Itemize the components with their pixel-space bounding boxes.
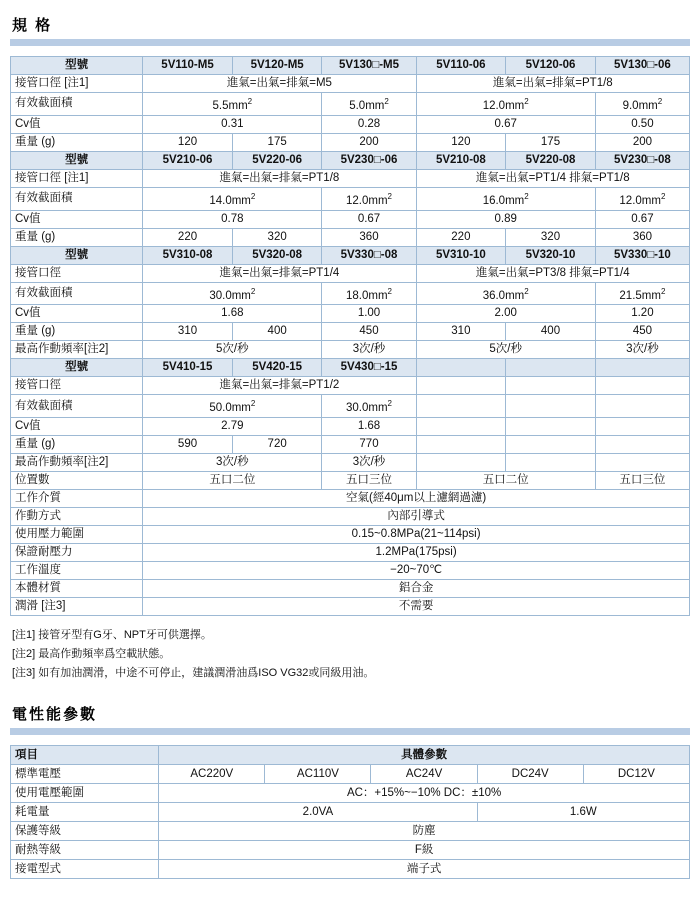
data-cell: 310 bbox=[143, 323, 233, 341]
table-row bbox=[11, 133, 690, 151]
row-label: Cv值 bbox=[11, 210, 143, 228]
table-row bbox=[11, 822, 690, 841]
data-cell: 不需要 bbox=[143, 598, 690, 616]
data-cell: 五口二位 bbox=[143, 472, 322, 490]
table-row bbox=[11, 418, 690, 436]
row-label: 接管口徑 bbox=[11, 377, 143, 395]
table-row bbox=[11, 282, 690, 305]
table-row bbox=[11, 169, 690, 187]
model-header-cell: 5V320-10 bbox=[506, 246, 596, 264]
row-label: 位置數 bbox=[11, 472, 143, 490]
row-label: 有效截面積 bbox=[11, 187, 143, 210]
table-row bbox=[11, 323, 690, 341]
data-cell: 0.89 bbox=[416, 210, 595, 228]
model-header-cell: 5V120-M5 bbox=[232, 57, 322, 75]
table-row bbox=[11, 305, 690, 323]
section-rule bbox=[10, 39, 690, 46]
data-cell: $12.0mm^2$ bbox=[322, 187, 416, 210]
data-cell: $36.0mm^2$ bbox=[416, 282, 595, 305]
row-label: 項目 bbox=[11, 746, 159, 765]
model-header-cell: 5V220-06 bbox=[232, 151, 322, 169]
data-cell: DC24V bbox=[477, 765, 583, 784]
empty-cell bbox=[416, 454, 506, 472]
row-label: 耐熱等級 bbox=[11, 841, 159, 860]
data-cell: 進氣=出氣=排氣=PT1/8 bbox=[143, 169, 416, 187]
data-cell: AC110V bbox=[265, 765, 371, 784]
data-cell: 400 bbox=[232, 323, 322, 341]
table-row bbox=[11, 246, 690, 264]
column-header: 具體參數 bbox=[159, 746, 690, 765]
data-cell: 5次/秒 bbox=[416, 341, 595, 359]
data-cell: 1.6W bbox=[477, 803, 689, 822]
row-label: 有效截面積 bbox=[11, 93, 143, 116]
data-cell: 0.28 bbox=[322, 115, 416, 133]
model-header-cell: 5V110-M5 bbox=[143, 57, 233, 75]
row-label: Cv值 bbox=[11, 305, 143, 323]
data-cell: 320 bbox=[232, 228, 322, 246]
empty-cell bbox=[595, 377, 689, 395]
section-rule bbox=[10, 728, 690, 735]
data-cell: 450 bbox=[595, 323, 689, 341]
data-cell: 1.68 bbox=[322, 418, 416, 436]
row-label: 有效截面積 bbox=[11, 282, 143, 305]
data-cell: 1.00 bbox=[322, 305, 416, 323]
row-label: 重量 (g) bbox=[11, 436, 143, 454]
table-row bbox=[11, 784, 690, 803]
empty-cell bbox=[595, 359, 689, 377]
empty-cell bbox=[506, 359, 596, 377]
data-cell: 進氣=出氣=排氣=PT1/4 bbox=[143, 264, 416, 282]
data-cell: 3次/秒 bbox=[322, 341, 416, 359]
table-row bbox=[11, 210, 690, 228]
data-cell: 5次/秒 bbox=[143, 341, 322, 359]
model-header-cell: 5V130□-M5 bbox=[322, 57, 416, 75]
table-row bbox=[11, 341, 690, 359]
data-cell: 空氣(經40μm以上濾網過濾) bbox=[143, 490, 690, 508]
data-cell: 2.00 bbox=[416, 305, 595, 323]
row-label: 使用電壓範圍 bbox=[11, 784, 159, 803]
empty-cell bbox=[416, 436, 506, 454]
row-label: 有效截面積 bbox=[11, 395, 143, 418]
row-label: 保護等級 bbox=[11, 822, 159, 841]
row-label: 型號 bbox=[11, 151, 143, 169]
table-row bbox=[11, 228, 690, 246]
row-label: 重量 (g) bbox=[11, 133, 143, 151]
data-cell: 內部引導式 bbox=[143, 508, 690, 526]
data-cell: DC12V bbox=[583, 765, 689, 784]
data-cell: 320 bbox=[506, 228, 596, 246]
table-row bbox=[11, 598, 690, 616]
data-cell: 450 bbox=[322, 323, 416, 341]
table-row bbox=[11, 765, 690, 784]
data-cell: $21.5mm^2$ bbox=[595, 282, 689, 305]
table-row bbox=[11, 359, 690, 377]
row-label: 標準電壓 bbox=[11, 765, 159, 784]
row-label: 接管口徑 [注1] bbox=[11, 75, 143, 93]
data-cell: F級 bbox=[159, 841, 690, 860]
model-header-cell: 5V210-06 bbox=[143, 151, 233, 169]
data-cell: 200 bbox=[322, 133, 416, 151]
data-cell: $18.0mm^2$ bbox=[322, 282, 416, 305]
data-cell: 310 bbox=[416, 323, 506, 341]
data-cell: $14.0mm^2$ bbox=[143, 187, 322, 210]
data-cell: 3次/秒 bbox=[143, 454, 322, 472]
data-cell: $5.5mm^2$ bbox=[143, 93, 322, 116]
data-cell: 五口三位 bbox=[595, 472, 689, 490]
row-label: 工作溫度 bbox=[11, 562, 143, 580]
table-row bbox=[11, 151, 690, 169]
data-cell: 3次/秒 bbox=[322, 454, 416, 472]
model-header-cell: 5V130□-06 bbox=[595, 57, 689, 75]
data-cell: 2.79 bbox=[143, 418, 322, 436]
model-header-cell: 5V310-08 bbox=[143, 246, 233, 264]
data-cell: 進氣=出氣=排氣=PT1/2 bbox=[143, 377, 416, 395]
data-cell: 五口三位 bbox=[322, 472, 416, 490]
model-header-cell: 5V330□-10 bbox=[595, 246, 689, 264]
model-header-cell: 5V120-06 bbox=[506, 57, 596, 75]
data-cell: 3次/秒 bbox=[595, 341, 689, 359]
row-label: 潤滑 [注3] bbox=[11, 598, 143, 616]
data-cell: 五口二位 bbox=[416, 472, 595, 490]
data-cell: 220 bbox=[416, 228, 506, 246]
data-cell: 0.67 bbox=[416, 115, 595, 133]
data-cell: 進氣=出氣=PT3/8 排氣=PT1/4 bbox=[416, 264, 689, 282]
model-header-cell: 5V220-08 bbox=[506, 151, 596, 169]
table-row bbox=[11, 115, 690, 133]
data-cell: 0.78 bbox=[143, 210, 322, 228]
data-cell: 0.67 bbox=[322, 210, 416, 228]
empty-cell bbox=[416, 395, 506, 418]
data-cell: 175 bbox=[232, 133, 322, 151]
table-row bbox=[11, 377, 690, 395]
table-row bbox=[11, 454, 690, 472]
data-cell: $30.0mm^2$ bbox=[322, 395, 416, 418]
model-header-cell: 5V430□-15 bbox=[322, 359, 416, 377]
data-cell: 防塵 bbox=[159, 822, 690, 841]
row-label: 接管口徑 [注1] bbox=[11, 169, 143, 187]
data-cell: 120 bbox=[416, 133, 506, 151]
data-cell: 360 bbox=[322, 228, 416, 246]
data-cell: 200 bbox=[595, 133, 689, 151]
footnote: [注1] 接管牙型有G牙、NPT牙可供選擇。 bbox=[12, 629, 212, 642]
table-row bbox=[11, 803, 690, 822]
data-cell: 0.67 bbox=[595, 210, 689, 228]
empty-cell bbox=[595, 454, 689, 472]
data-cell: 1.20 bbox=[595, 305, 689, 323]
footnote: [注2] 最高作動頻率爲空載狀態。 bbox=[12, 648, 171, 661]
empty-cell bbox=[416, 359, 506, 377]
data-cell: 端子式 bbox=[159, 860, 690, 879]
model-header-cell: 5V230□-08 bbox=[595, 151, 689, 169]
electric-section-title: 電性能參數 bbox=[12, 706, 98, 724]
data-cell: AC220V bbox=[159, 765, 265, 784]
data-cell: 1.2MPa(175psi) bbox=[143, 544, 690, 562]
data-cell: 770 bbox=[322, 436, 416, 454]
electrical-parameters-table bbox=[10, 745, 690, 879]
data-cell: 進氣=出氣=排氣=PT1/8 bbox=[416, 75, 689, 93]
data-cell: 鋁合金 bbox=[143, 580, 690, 598]
table-row bbox=[11, 746, 690, 765]
footnote: [注3] 如有加油潤滑，中途不可停止，建議潤滑油爲ISO VG32或同級用油。 bbox=[12, 667, 375, 680]
row-label: 保證耐壓力 bbox=[11, 544, 143, 562]
data-cell: 360 bbox=[595, 228, 689, 246]
table-row bbox=[11, 264, 690, 282]
row-label: 最高作動頻率[注2] bbox=[11, 341, 143, 359]
model-header-cell: 5V420-15 bbox=[232, 359, 322, 377]
table-row bbox=[11, 93, 690, 116]
specification-table bbox=[10, 56, 690, 616]
row-label: 接管口徑 bbox=[11, 264, 143, 282]
row-label: 接電型式 bbox=[11, 860, 159, 879]
data-cell: 120 bbox=[143, 133, 233, 151]
model-header-cell: 5V230□-06 bbox=[322, 151, 416, 169]
data-cell: $12.0mm^2$ bbox=[416, 93, 595, 116]
empty-cell bbox=[595, 418, 689, 436]
table-row bbox=[11, 841, 690, 860]
data-cell: $30.0mm^2$ bbox=[143, 282, 322, 305]
empty-cell bbox=[506, 395, 596, 418]
row-label: 耗電量 bbox=[11, 803, 159, 822]
table-row bbox=[11, 187, 690, 210]
data-cell: 進氣=出氣=PT1/4 排氣=PT1/8 bbox=[416, 169, 689, 187]
model-header-cell: 5V410-15 bbox=[143, 359, 233, 377]
data-cell: 590 bbox=[143, 436, 233, 454]
empty-cell bbox=[416, 418, 506, 436]
data-cell: 0.31 bbox=[143, 115, 322, 133]
data-cell: $9.0mm^2$ bbox=[595, 93, 689, 116]
row-label: 作動方式 bbox=[11, 508, 143, 526]
footnotes bbox=[12, 626, 690, 683]
model-header-cell: 5V210-08 bbox=[416, 151, 506, 169]
data-cell: 175 bbox=[506, 133, 596, 151]
model-header-cell: 5V330□-08 bbox=[322, 246, 416, 264]
table-row bbox=[11, 57, 690, 75]
table-row bbox=[11, 508, 690, 526]
table-row bbox=[11, 544, 690, 562]
empty-cell bbox=[506, 436, 596, 454]
data-cell: 400 bbox=[506, 323, 596, 341]
empty-cell bbox=[595, 436, 689, 454]
empty-cell bbox=[595, 395, 689, 418]
table-row bbox=[11, 562, 690, 580]
row-label: 最高作動頻率[注2] bbox=[11, 454, 143, 472]
row-label: Cv值 bbox=[11, 115, 143, 133]
row-label: 使用壓力範圍 bbox=[11, 526, 143, 544]
row-label: 重量 (g) bbox=[11, 228, 143, 246]
empty-cell bbox=[506, 454, 596, 472]
table-row bbox=[11, 75, 690, 93]
spec-section-title: 規 格 bbox=[12, 17, 53, 34]
table-row bbox=[11, 490, 690, 508]
data-cell: AC：+15%~−10% DC：±10% bbox=[159, 784, 690, 803]
row-label: 本體材質 bbox=[11, 580, 143, 598]
table-row bbox=[11, 472, 690, 490]
data-cell: 1.68 bbox=[143, 305, 322, 323]
data-cell: $5.0mm^2$ bbox=[322, 93, 416, 116]
data-cell: 0.15~0.8MPa(21~114psi) bbox=[143, 526, 690, 544]
table-row bbox=[11, 580, 690, 598]
data-cell: $50.0mm^2$ bbox=[143, 395, 322, 418]
table-row bbox=[11, 526, 690, 544]
model-header-cell: 5V320-08 bbox=[232, 246, 322, 264]
empty-cell bbox=[506, 377, 596, 395]
data-cell: $16.0mm^2$ bbox=[416, 187, 595, 210]
model-header-cell: 5V110-06 bbox=[416, 57, 506, 75]
empty-cell bbox=[506, 418, 596, 436]
empty-cell bbox=[416, 377, 506, 395]
row-label: 工作介質 bbox=[11, 490, 143, 508]
data-cell: 220 bbox=[143, 228, 233, 246]
row-label: 型號 bbox=[11, 246, 143, 264]
data-cell: 進氣=出氣=排氣=M5 bbox=[143, 75, 416, 93]
data-cell: 0.50 bbox=[595, 115, 689, 133]
data-cell: 2.0VA bbox=[159, 803, 477, 822]
row-label: 型號 bbox=[11, 359, 143, 377]
table-row bbox=[11, 436, 690, 454]
data-cell: $12.0mm^2$ bbox=[595, 187, 689, 210]
model-header-cell: 5V310-10 bbox=[416, 246, 506, 264]
row-label: 型號 bbox=[11, 57, 143, 75]
table-row bbox=[11, 860, 690, 879]
row-label: 重量 (g) bbox=[11, 323, 143, 341]
row-label: Cv值 bbox=[11, 418, 143, 436]
data-cell: −20~70℃ bbox=[143, 562, 690, 580]
data-cell: 720 bbox=[232, 436, 322, 454]
table-row bbox=[11, 395, 690, 418]
data-cell: AC24V bbox=[371, 765, 477, 784]
